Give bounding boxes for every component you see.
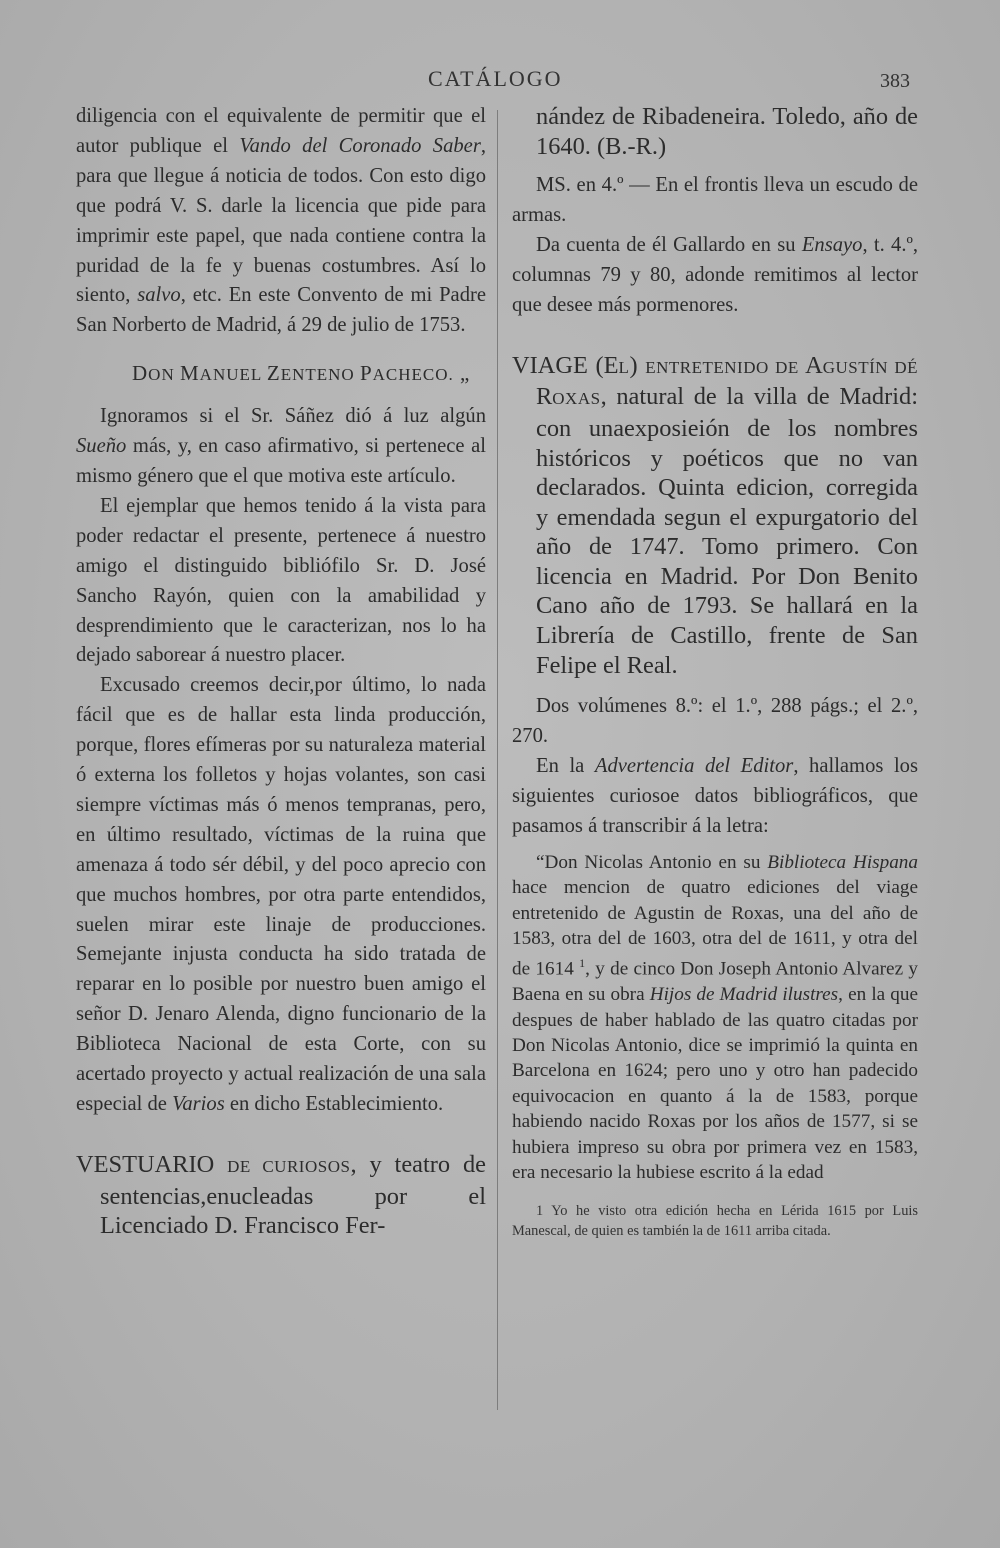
footnote: 1 Yo he visto otra edición hecha en Lérida 1615 por Luis Manescal, de quien es también la de 1611 arriba citada. bbox=[512, 1203, 918, 1240]
paragraph-ejemplar: El ejemplar que hemos tenido á la vista para poder redactar el presente, pertenece á nuestro amigo el distinguido bibliófilo Sr. D. José Sancho Rayón, quien con la amabilidad y desprendimiento que le caracterizan, nos lo ha dejado saborear á nuestro placer. bbox=[76, 494, 486, 667]
description-volumes: Dos volúmenes 8.º: el 1.º, 288 págs.; el 2.º, 270. bbox=[512, 695, 918, 748]
running-head bbox=[0, 62, 1000, 98]
left-column bbox=[76, 102, 486, 1241]
paragraph-excusado: Excusado creemos decir,por último, lo nada fácil que es de hallar esta linda producción, porque, flores efímeras por su naturaleza material ó externa los folletos y hojas volantes, son casi siempre víctimas más ó menos tempranas, pero, en último resultado, víctimas de la ruina que amenaza á todo sér débil, y del poco aprecio con que muchos hombres, por otra parte entendidos, suelen mirar este linaje de producciones. Semejante injusta conducta ha sido tratada de reparar en lo posible por nuestro buen amigo el señor D. Jenaro Alenda, digno funcionario de la Biblioteca Nacional de esta Corte, con su acertado proyecto y actual realización de una sala especial de Varios en dicho Establecimiento. bbox=[76, 674, 486, 1115]
paragraph-ignoramos: Ignoramos si el Sr. Sáñez dió á luz algún Sueño más, y, en caso afirmativo, si pertenece al mismo género que el que motiva este artículo. bbox=[76, 405, 486, 487]
entry-continuation-vestuario: nández de Ribadeneira. Toledo, año de 1640. (B.-R.) bbox=[536, 103, 918, 160]
column-divider bbox=[497, 110, 498, 1410]
running-title: CATÁLOGO bbox=[428, 66, 563, 91]
description-ms: MS. en 4.º — En el frontis lleva un escudo de armas. bbox=[512, 174, 918, 227]
entry-heading-vestuario: VESTUARIO DE CURIOSOS, y teatro de sentencias,enucleadas por el Licenciado D. Francisco Fer- bbox=[76, 1150, 486, 1240]
entry-heading-viage: VIAGE (EL) ENTRETENIDO DE AGUSTÍN DÉ ROXAS, natural de la villa de Madrid: con unaexposieión de los nombres históricos y poéticos que no van declarados. Quinta edicion, corregida y emendada segun el expurgatorio del año de 1747. Tomo primero. Con licencia en Madrid. Por Don Benito Cano año de 1793. Se hallará en la Librería de Castillo, frente de San Felipe el Real. bbox=[512, 351, 918, 679]
quotation: “Don Nicolas Antonio en su Biblioteca Hispana hace mencion de quatro ediciones del viage entretenido de Agustin de Roxas, una del año de 1583, otra del de 1603, otra del de 1611, y otra del de 1614 $^1$, y de cinco Don Joseph Antonio Alvarez y Baena en su obra Hijos de Madrid ilustres, en la que despues de haber hablado de las quatro citadas por Don Nicolas Antonio, dice se imprimió la quinta en Barcelona en 1624; pero uno y otro han padecido equivocacion en quanto á la de 1583, porque habiendo nacido Roxas por los años de 1577, si se hubiera impreso su obra por primera vez en 1583, era necesario la hubiese escrito á la edad bbox=[512, 851, 918, 1184]
description-gallardo: Da cuenta de él Gallardo en su Ensayo, t. 4.º, columnas 79 y 80, adonde remitimos al lector que desee más pormenores. bbox=[512, 234, 918, 316]
footnote-marker: 1 bbox=[579, 956, 586, 971]
page-number: 383 bbox=[880, 70, 910, 92]
signature: DON MANUEL ZENTENO PACHECO. „ bbox=[132, 361, 471, 386]
description-advertencia: En la Advertencia del Editor, hallamos los siguientes curiosoe datos bibliográficos, que pasamos á transcribir á la letra: bbox=[512, 755, 918, 837]
paragraph-license: diligencia con el equivalente de permitir que el autor publique el Vando del Coronado Saber, para que llegue á noticia de todos. Con esto digo que podrá V. S. darle la licencia que pide para imprimir este papel, que nada contiene contra la puridad de la fe y buenas costumbres. Así lo siento, salvo, etc. En este Convento de mi Padre San Norberto de Madrid, á 29 de julio de 1753. bbox=[76, 105, 486, 337]
right-column bbox=[512, 102, 918, 1241]
